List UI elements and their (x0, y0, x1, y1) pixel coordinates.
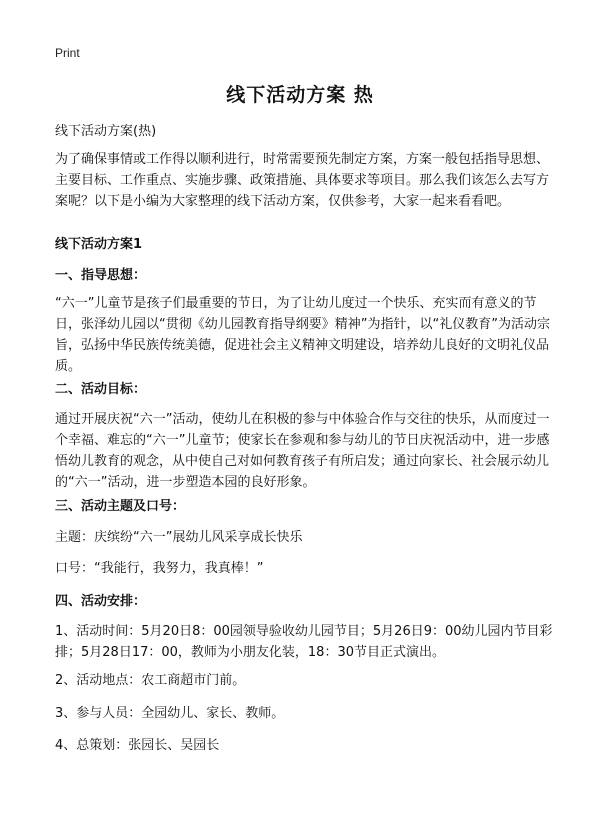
theme-line: 主题：庆缤纷“六一”展幼儿风采享成长快乐 (55, 530, 303, 545)
section-heading-arrange: 四、活动安排： (55, 594, 147, 609)
guiding-paragraph: “六一”儿童节是孩子们最重要的节日，为了让幼儿度过一个快乐、充实而有意义的节日，张泽幼儿园以“贯彻《幼儿园教育指导纲要》精神”为指针，以“礼仪教育”为活动宗旨，弘扬中华民族传统美德，促进社会主义精神文明建设，培养幼儿良好的文明礼仪品质。 (55, 296, 550, 374)
section-heading-guiding: 一、指导思想： (55, 268, 147, 283)
document-subtitle: 线下活动方案(热) (55, 124, 157, 139)
arrange-item-planner: 4、总策划：张园长、吴园长 (55, 738, 220, 753)
intro-paragraph: 为了确保事情或工作得以顺利进行，时常需要预先制定方案，方案一般包括指导思想、主要目标、工作重点、实施步骤、政策措施、具体要求等项目。那么我们该怎么去写方案呢？以下是小编为大家整理的线下活动方案，仅供参考，大家一起来看看吧。 (55, 152, 550, 209)
plan-heading: 线下活动方案1 (55, 237, 143, 252)
arrange-item-time: 1、活动时间：5月20日8：00园领导验收幼儿园节目；5月26日9：00幼儿园内节目彩排；5月28日17：00，教师为小朋友化装，18：30节目正式演出。 (55, 624, 553, 660)
arrange-item-place: 2、活动地点：农工商超市门前。 (55, 673, 246, 688)
print-link[interactable]: Print (55, 46, 80, 60)
section-heading-goal: 二、活动目标： (55, 382, 147, 397)
page-title: 线下活动方案 热 (226, 84, 374, 106)
arrange-item-people: 3、参与人员：全园幼儿、家长、教师。 (55, 706, 285, 721)
slogan-line: 口号：“我能行，我努力，我真棒！” (55, 561, 264, 576)
section-heading-theme: 三、活动主题及口号： (55, 499, 186, 514)
goal-paragraph: 通过开展庆祝“六一”活动，使幼儿在积极的参与中体验合作与交往的快乐，从而度过一个幸福、难忘的“六一”儿童节；使家长在参观和参与幼儿的节日庆祝活动中，进一步感悟幼儿教育的观念，从中使自己对如何教育孩子有所启发；通过向家长、社会展示幼儿的“六一”活动，进一步塑造本园的良好形象。 (55, 412, 550, 490)
